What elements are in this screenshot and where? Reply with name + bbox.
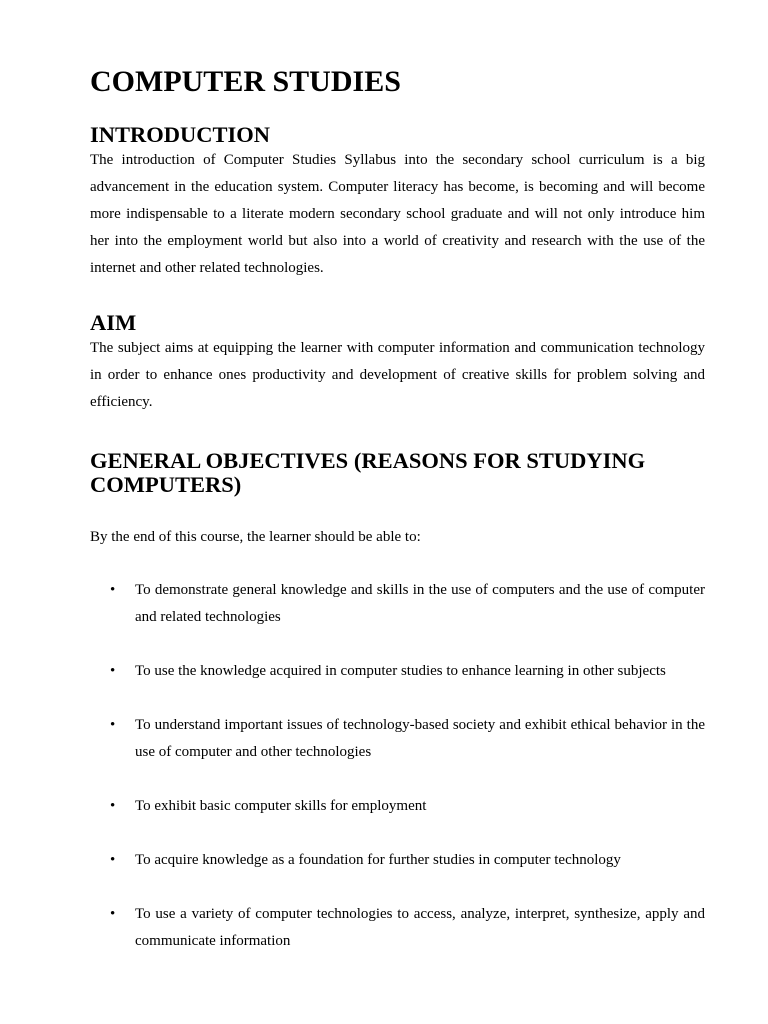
aim-paragraph: The subject aims at equipping the learner with computer information and communication technology in order to enhance ones productivity and development of creative skills for problem solving and efficiency. bbox=[90, 340, 705, 410]
objectives-list bbox=[90, 577, 705, 955]
list-item-text: To exhibit basic computer skills for employment bbox=[135, 798, 427, 814]
bullet-icon: • bbox=[110, 663, 116, 679]
list-item bbox=[90, 847, 705, 874]
spacer bbox=[90, 282, 705, 311]
introduction-paragraph: The introduction of Computer Studies Syllabus into the secondary school curriculum is a big advancement in the education system. Computer literacy has become, is becoming and will become more indispensable to a literate modern secondary school graduate and will not only introduce him her into the employment world but also into a world of creativity and research with the use of the internet and other related technologies. bbox=[90, 152, 705, 276]
bullet-icon: • bbox=[110, 906, 116, 922]
spacer bbox=[90, 549, 705, 577]
list-item-text: To understand important issues of technology-based society and exhibit ethical behavior in the use of computer and other technologies bbox=[135, 717, 705, 760]
spacer bbox=[90, 94, 705, 123]
document-page bbox=[90, 65, 705, 982]
document-title: COMPUTER STUDIES bbox=[90, 65, 401, 98]
bullet-icon: • bbox=[110, 798, 116, 814]
bullet-icon: • bbox=[110, 582, 116, 598]
list-item bbox=[90, 793, 705, 820]
list-item-text: To use a variety of computer technologies to access, analyze, interpret, synthesize, apply and communicate information bbox=[135, 906, 705, 949]
list-item-text: To acquire knowledge as a foundation for further studies in computer technology bbox=[135, 852, 621, 868]
introduction-heading: INTRODUCTION bbox=[90, 122, 271, 147]
bullet-icon: • bbox=[110, 852, 116, 868]
list-item bbox=[90, 712, 705, 766]
list-item bbox=[90, 901, 705, 955]
list-item bbox=[90, 577, 705, 631]
objectives-heading: GENERAL OBJECTIVES (REASONS FOR STUDYING COMPUTERS) bbox=[90, 448, 646, 497]
bullet-icon: • bbox=[110, 717, 116, 733]
list-item bbox=[90, 658, 705, 685]
list-item-text: To use the knowledge acquired in computer studies to enhance learning in other subjects bbox=[135, 663, 666, 679]
spacer bbox=[90, 416, 705, 449]
aim-heading: AIM bbox=[90, 310, 137, 335]
objectives-intro: By the end of this course, the learner should be able to: bbox=[90, 529, 421, 545]
spacer bbox=[90, 497, 705, 525]
list-item-text: To demonstrate general knowledge and skills in the use of computers and the use of computer and related technologies bbox=[135, 582, 705, 625]
